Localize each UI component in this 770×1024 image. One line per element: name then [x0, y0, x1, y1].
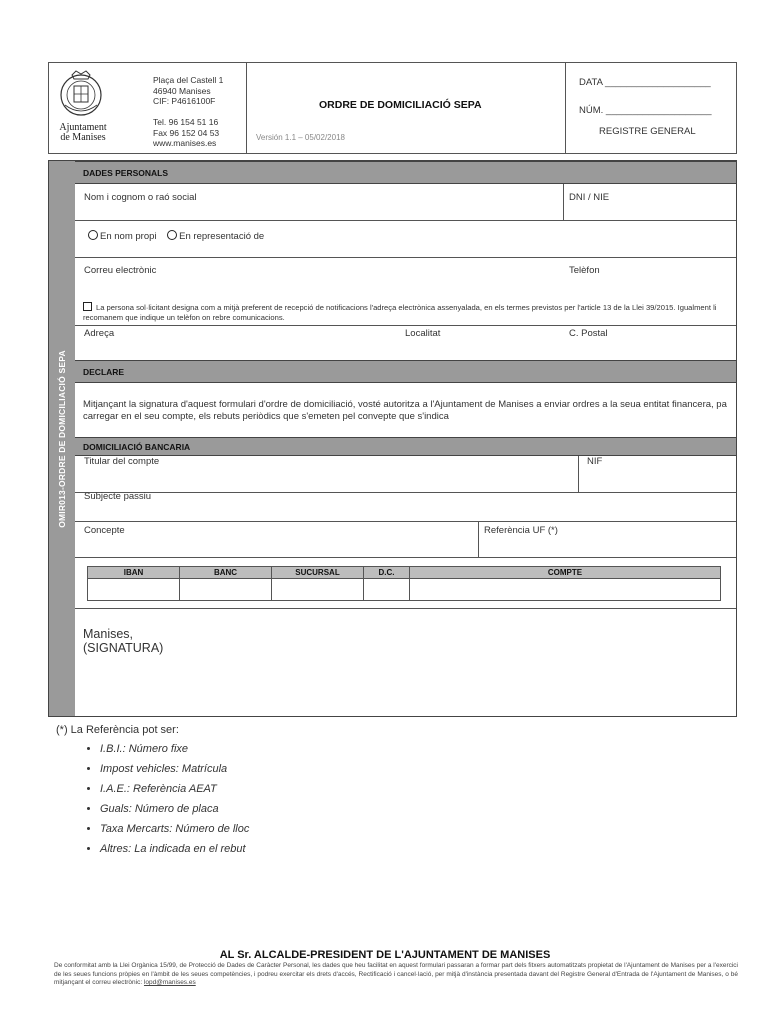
titular-field-label: Titular del compte — [84, 456, 160, 467]
checkbox-icon[interactable] — [83, 302, 92, 311]
coat-of-arms-logo — [58, 67, 104, 121]
notes-list — [100, 743, 249, 863]
section-declare: DECLARE — [75, 360, 736, 383]
iban-input[interactable] — [88, 579, 180, 601]
bank-table-row — [88, 579, 721, 601]
radio-group — [88, 230, 264, 242]
privacy-email-link[interactable]: lopd@manises.es — [143, 979, 196, 986]
list-item: • Taxa Mercarts: Número de lloc — [100, 823, 249, 835]
radio-en-nom-propi[interactable] — [88, 231, 157, 242]
address-line: 46940 Manises — [153, 85, 211, 96]
declare-text: Mitjançant la signatura d'aquest formulari d'ordre de domiciliació, vosté autoritza a l'Ajuntament de Manises a enviar ordres a la seua entitat financera, pa carregar en el seu compte, els rebuts periòdics que s'emeten pel convepte que s'indica — [83, 399, 727, 422]
side-label-bar — [49, 161, 75, 716]
bank-account-table — [87, 566, 721, 601]
signature-block[interactable] — [83, 627, 163, 655]
col-sucursal: SUCURSAL — [272, 567, 364, 579]
col-iban: IBAN — [88, 567, 180, 579]
form-header — [48, 62, 737, 154]
notes-intro: (*) La Referència pot ser: — [56, 724, 179, 736]
fax-line: Fax 96 152 04 53 — [153, 127, 220, 138]
radio-label: En nom propi — [100, 231, 157, 242]
privacy-notice — [54, 962, 738, 988]
radio-en-representacio[interactable] — [167, 231, 264, 242]
data-field[interactable]: DATA ____________________ — [579, 77, 711, 88]
col-dc: D.C. — [364, 567, 410, 579]
col-compte: COMPTE — [410, 567, 721, 579]
banc-input[interactable] — [180, 579, 272, 601]
subjecte-field-label: Subjecte passiu — [84, 491, 152, 502]
sucursal-input[interactable] — [272, 579, 364, 601]
section-dades-personals: DADES PERSONALS — [75, 161, 736, 184]
document-title: ORDRE DE DOMICILIACIÓ SEPA — [319, 99, 482, 111]
phone-field-label: Telèfon — [569, 265, 600, 276]
localitat-field-label: Localitat — [405, 328, 441, 339]
consent-text: La persona sol·licitant designa com a mitjà preferent de recepció de notificacions l'adreça electrònica assenyalada, en els termes previstos per l'article 13 de la Llei 39/2015. Igualment li recomanem que indique un telèfon on rebre comunicacions. — [83, 303, 717, 322]
address-line: Plaça del Castell 1 — [153, 75, 224, 85]
referencia-field-label: Referència UF (*) — [484, 525, 558, 536]
address-block — [153, 75, 223, 107]
signature-place: Manises, — [83, 627, 134, 641]
registre-general-label: REGISTRE GENERAL — [599, 126, 696, 137]
nom-field-label: Nom i cognom o raó social — [84, 192, 197, 203]
dc-input[interactable] — [364, 579, 410, 601]
concepte-field-label: Concepte — [84, 525, 125, 536]
num-field[interactable]: NÚM. ____________________ — [579, 105, 712, 116]
side-label: OMIR013-ORDRE DE DOMICILIACIÓ SEPA — [57, 349, 67, 528]
dni-field-label: DNI / NIE — [569, 192, 610, 203]
version-label: Versión 1.1 – 05/02/2018 — [256, 133, 345, 142]
list-item: • Impost vehicles: Matrícula — [100, 763, 249, 775]
col-banc: BANC — [180, 567, 272, 579]
nif-field-label: NIF — [587, 456, 603, 467]
privacy-text: De conformitat amb la Llei Orgànica 15/99, de Protecció de Dades de Caràcter Personal, les dades que heu facilitat en aquest formulari passaran a formar part dels fitxers automatitzats propietat de l'Ajuntament de Manises per a l'exercici de les seues funcions pròpies en l'àmbit de les seues competències, i podreu exercitar els drets d'accés, Rectificació i cancel·lació, per mitjà d'instància presentada davant del Registre General d'Entrada de l'Ajuntament de Manises, o bé mitjançant el correu electrònic: — [54, 962, 738, 986]
cp-field-label: C. Postal — [569, 328, 608, 339]
compte-input[interactable] — [410, 579, 721, 601]
radio-circle-icon[interactable] — [88, 230, 98, 240]
section-domiciliacio-bancaria: DOMICILIACIÓ BANCARIA — [75, 437, 736, 456]
radio-label: En representació de — [179, 231, 265, 242]
signature-label: (SIGNATURA) — [83, 641, 164, 655]
contact-block — [153, 117, 219, 149]
footer-title: AL Sr. ALCALDE-PRESIDENT DE L'AJUNTAMENT DE MANISES — [219, 949, 551, 961]
list-item: • Altres: La indicada en el rebut — [100, 843, 249, 855]
radio-circle-icon[interactable] — [167, 230, 177, 240]
org-name-line1: Ajuntament — [59, 122, 107, 133]
email-field-label: Correu electrònic — [84, 265, 157, 276]
list-item: • I.A.E.: Referència AEAT — [100, 783, 249, 795]
adreca-field-label: Adreça — [84, 328, 115, 339]
org-name-line2: de Manises — [60, 132, 106, 143]
list-item: • I.B.I.: Número fixe — [100, 743, 249, 755]
list-item: • Guals: Número de placa — [100, 803, 249, 815]
bank-table-header — [88, 567, 721, 579]
consent-checkbox-row[interactable] — [83, 302, 733, 323]
website-line: www.manises.es — [153, 138, 217, 148]
org-name — [53, 123, 113, 143]
cif-line: CIF: P4616100F — [153, 96, 216, 106]
sepa-form — [48, 160, 737, 717]
phone-line: Tel. 96 154 51 16 — [153, 117, 219, 127]
